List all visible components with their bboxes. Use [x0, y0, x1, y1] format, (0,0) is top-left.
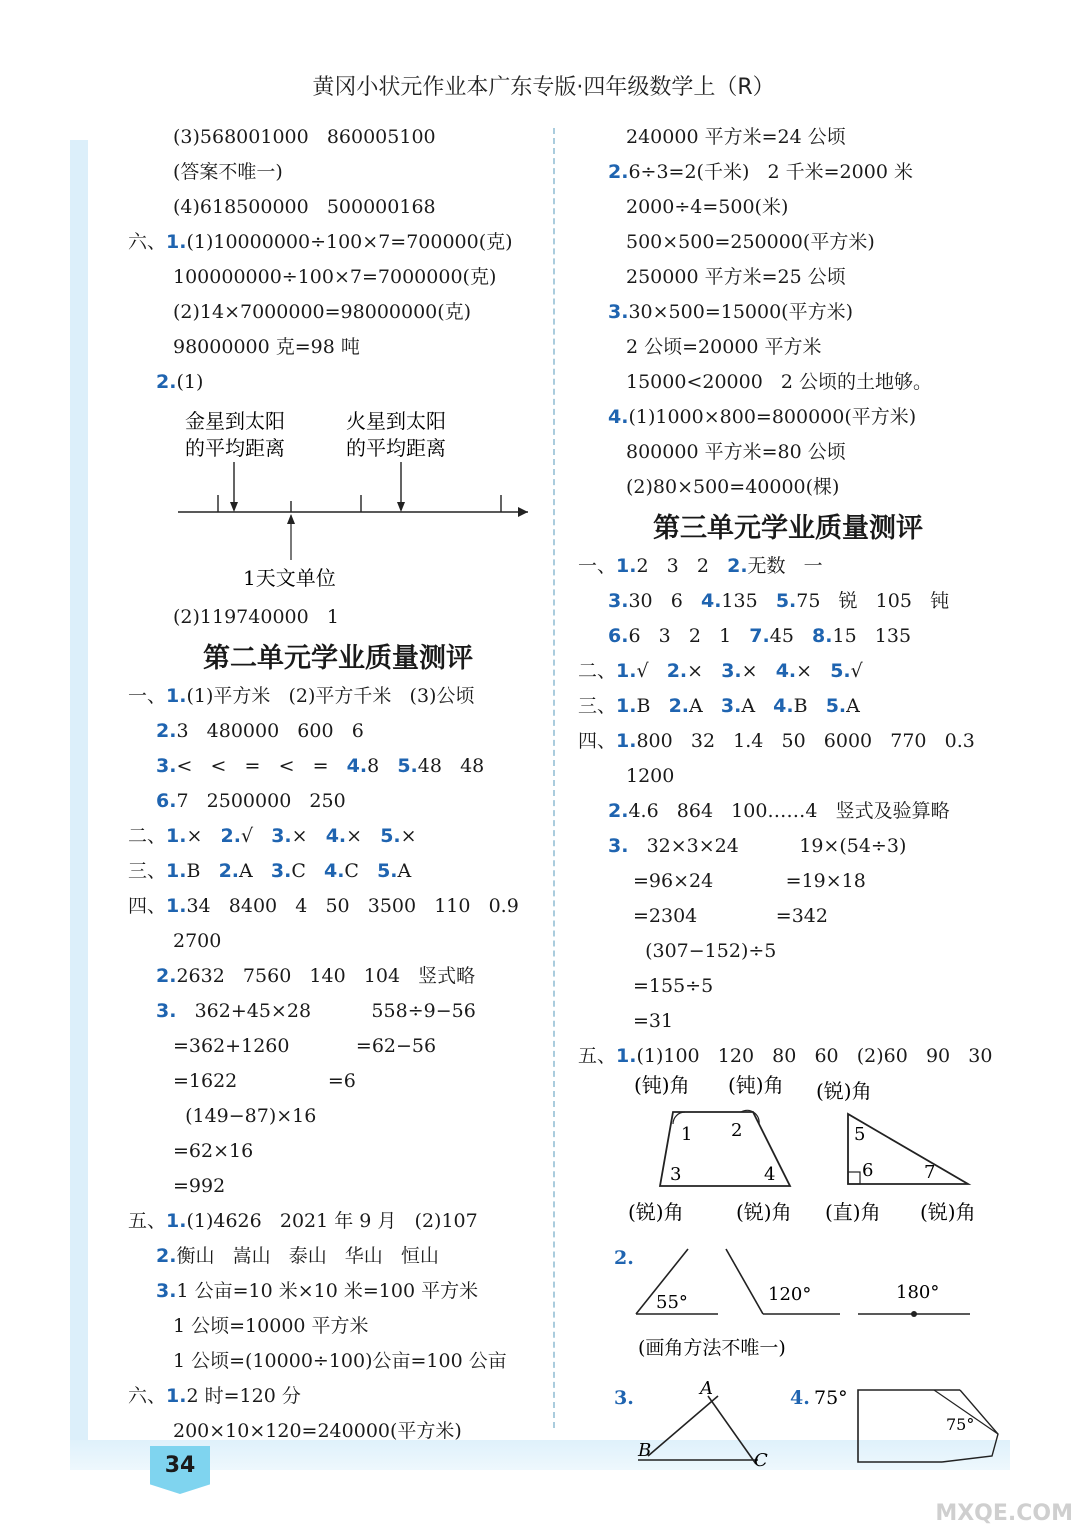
answer-text: √: [240, 825, 272, 847]
venus-label-line-2: 的平均距离: [185, 436, 285, 460]
number-line-svg: [128, 400, 528, 600]
answer-text: (1)10000000÷100×7=700000(克): [186, 231, 513, 253]
question-number: 2.: [727, 555, 748, 577]
answer-text: 4.6 864 100……4 竖式及验算略: [628, 800, 950, 822]
answer-text: 8: [367, 755, 398, 777]
question-number: 1.: [616, 730, 637, 752]
question-number: 3.: [156, 1280, 177, 1302]
answer-text: 2 时=120 分: [186, 1385, 301, 1407]
answer-line: [128, 854, 548, 889]
page-number: 34: [164, 1453, 196, 1478]
answer-text: 1 公顷=10000 平方米: [173, 1315, 369, 1337]
answer-line: [578, 759, 998, 794]
answer-text: 1 公亩=10 米×10 米=100 平方米: [176, 1280, 479, 1302]
angle-label-1: (钝)角: [634, 1074, 690, 1097]
answer-text: ×: [400, 825, 417, 847]
au-label: 1天文单位: [243, 566, 336, 590]
angle-label-5: (锐)角: [816, 1079, 872, 1103]
answer-line: [128, 155, 548, 190]
q4-answer: 75°: [814, 1387, 848, 1409]
question-number: 3.: [271, 825, 292, 847]
answer-text: =2304 =342: [633, 905, 828, 927]
answer-text: ×: [687, 660, 722, 682]
question-number: 4.: [608, 406, 629, 428]
answer-text: 30 6: [628, 590, 701, 612]
answer-line: [578, 225, 998, 260]
svg-text:4: 4: [764, 1164, 776, 1185]
answer-line: [128, 1064, 548, 1099]
angles-figure: [578, 1074, 998, 1474]
angle-55: 55°: [656, 1292, 688, 1313]
answer-line: [128, 889, 548, 924]
question-number: 4.: [323, 860, 345, 882]
decorative-side-band: [70, 140, 88, 1440]
question-group-prefix: 五、: [128, 1210, 167, 1232]
answer-text: A: [846, 695, 860, 717]
answer-line: [128, 924, 548, 959]
question-number: 1.: [616, 695, 637, 717]
answer-text: 6 3 2 1: [628, 625, 750, 647]
answer-text: 32×3×24 19×(54÷3): [628, 835, 907, 857]
answer-line: [578, 365, 998, 400]
answer-line: [128, 994, 548, 1029]
question-number: 1.: [616, 660, 637, 682]
svg-text:2.: 2.: [614, 1247, 634, 1269]
question-number: 2.: [220, 825, 241, 847]
answer-text: (4)618500000 500000168: [173, 196, 436, 218]
answer-text: A: [689, 695, 721, 717]
question-number: 6.: [156, 790, 177, 812]
question-number: 4.: [773, 695, 794, 717]
section-title: 第二单元学业质量测评: [203, 643, 473, 674]
answer-text: 无数 一: [747, 555, 823, 577]
answer-text: ×: [796, 660, 831, 682]
svg-text:B: B: [638, 1440, 652, 1461]
question-number: 2.: [156, 1245, 177, 1267]
answer-text: 240000 平方米=24 公顷: [626, 126, 846, 148]
q2-note: (画角方法不唯一): [638, 1337, 786, 1359]
answer-line: [128, 1029, 548, 1064]
answer-text: (149−87)×16: [173, 1105, 317, 1127]
answer-line: [128, 784, 548, 819]
question-number: 5.: [377, 860, 398, 882]
answer-line: [578, 470, 998, 505]
question-number: 2.: [156, 720, 177, 742]
answer-text: 6÷3=2(千米) 2 千米=2000 米: [628, 161, 913, 183]
answer-text: (307−152)÷5: [633, 940, 777, 962]
answer-line: [578, 295, 998, 330]
angles-svg: [578, 1074, 1008, 1474]
answer-line: [128, 1134, 548, 1169]
answer-text: 2700: [173, 930, 222, 952]
answer-line: [128, 1239, 548, 1274]
question-number: 3.: [156, 755, 177, 777]
answer-line: [578, 400, 998, 435]
question-group-prefix: 四、: [578, 730, 617, 752]
question-number: 7.: [749, 625, 770, 647]
answer-line: [578, 260, 998, 295]
answer-line: [578, 829, 998, 864]
angle-label-3: (锐)角: [628, 1200, 684, 1224]
answer-line: [128, 1414, 548, 1449]
mars-label-line-2: 的平均距离: [346, 436, 446, 460]
question-group-prefix: 一、: [578, 555, 617, 577]
question-number: 3.: [608, 590, 629, 612]
answer-text: (3)568001000 860005100: [173, 126, 436, 148]
question-number: 1.: [166, 1210, 187, 1232]
answer-line: [128, 600, 548, 635]
angle-180: 180°: [896, 1282, 940, 1303]
question-number: 2.: [156, 371, 177, 393]
answer-text: 34 8400 4 50 3500 110 0.9: [186, 895, 519, 917]
answer-line: [578, 794, 998, 829]
question-group-prefix: 一、: [128, 685, 167, 707]
answer-text: (2)119740000 1: [173, 606, 339, 628]
answer-text: =992: [173, 1175, 226, 1197]
question-group-prefix: 三、: [578, 695, 617, 717]
answer-line: [578, 330, 998, 365]
answer-text: 2 公顷=20000 平方米: [626, 336, 822, 358]
answer-text: A: [397, 860, 412, 882]
mars-label-line-1: 火星到太阳: [346, 409, 446, 433]
answer-line: [578, 969, 998, 1004]
right-answers: [578, 120, 998, 1074]
answer-line: [578, 155, 998, 190]
answer-text: 15000<20000 2 公顷的土地够。: [626, 371, 933, 393]
number-line-figure: [128, 400, 548, 600]
answer-line: [128, 1344, 548, 1379]
question-number: 3.: [270, 860, 292, 882]
question-number: 3.: [156, 1000, 177, 1022]
answer-text: 75 锐 105 钝: [796, 590, 950, 612]
question-group-prefix: 五、: [578, 1045, 617, 1067]
question-number: 3.: [720, 695, 742, 717]
answer-text: 135: [721, 590, 776, 612]
answer-line: [128, 260, 548, 295]
answer-text: √: [636, 660, 667, 682]
answer-line: [578, 435, 998, 470]
left-column: [128, 120, 548, 1449]
svg-text:C: C: [754, 1450, 768, 1471]
answer-line: [128, 1379, 548, 1414]
answer-text: (2)14×7000000=98000000(克): [173, 301, 472, 323]
answer-text: 800000 平方米=80 公顷: [626, 441, 846, 463]
question-number: 5.: [397, 755, 418, 777]
question-number: 3.: [721, 660, 742, 682]
answer-text: (1)4626 2021 年 9 月 (2)107: [186, 1210, 478, 1232]
question-number: 2.: [156, 965, 177, 987]
answer-text: ×: [741, 660, 776, 682]
answer-text: 15 135: [832, 625, 912, 647]
answer-text: (1)平方米 (2)平方千米 (3)公顷: [186, 685, 475, 707]
answer-line: [578, 934, 998, 969]
question-group-prefix: 六、: [128, 231, 167, 253]
q4-angle-label: 75°: [946, 1415, 975, 1434]
angle-120: 120°: [768, 1284, 812, 1305]
answer-line: [578, 899, 998, 934]
answer-line: [128, 1099, 548, 1134]
answer-text: 2000÷4=500(米): [626, 196, 789, 218]
svg-text:3.: 3.: [614, 1387, 634, 1409]
answer-line: [128, 225, 548, 260]
answer-text: C: [291, 860, 324, 882]
answer-text: ×: [291, 825, 326, 847]
svg-text:1: 1: [681, 1124, 693, 1145]
answer-line: [578, 1039, 998, 1074]
answer-text: 30×500=15000(平方米): [628, 301, 854, 323]
angle-label-2: (钝)角: [728, 1074, 784, 1097]
answer-line: [578, 864, 998, 899]
question-number: 4.: [700, 590, 722, 612]
watermark-text: MXQE.COM: [935, 1501, 1073, 1526]
question-number: 4.: [775, 660, 797, 682]
question-number: 1.: [166, 895, 187, 917]
question-group-prefix: 六、: [128, 1385, 167, 1407]
angle-label-4: (锐)角: [736, 1200, 792, 1224]
answer-text: =155÷5: [633, 975, 714, 997]
question-number: 1.: [166, 860, 187, 882]
answer-text: B: [636, 695, 669, 717]
question-number: 8.: [812, 625, 833, 647]
question-group-prefix: 二、: [128, 825, 167, 847]
question-number: 3.: [608, 835, 629, 857]
answer-text: 500×500=250000(平方米): [626, 231, 875, 253]
question-number: 2.: [608, 161, 629, 183]
answer-text: =362+1260 =62−56: [173, 1035, 437, 1057]
answer-text: (答案不唯一): [173, 161, 283, 183]
answer-text: 2 3 2: [636, 555, 728, 577]
answer-text: C: [344, 860, 378, 882]
answer-text: 45: [769, 625, 813, 647]
answer-line: [578, 190, 998, 225]
question-number: 2.: [666, 660, 688, 682]
answer-text: (2)80×500=40000(棵): [626, 476, 840, 498]
question-group-prefix: 二、: [578, 660, 617, 682]
question-number: 5.: [825, 695, 847, 717]
answer-text: √: [850, 660, 863, 682]
answer-text: 3 480000 600 6: [176, 720, 364, 742]
answer-text: A: [741, 695, 774, 717]
answer-line: [578, 724, 998, 759]
column-divider: [553, 128, 555, 1428]
svg-text:3: 3: [670, 1164, 682, 1185]
angle-label-6: (直)角: [825, 1200, 881, 1224]
answer-line: [578, 619, 998, 654]
answer-text: =62×16: [173, 1140, 254, 1162]
question-number: 1.: [166, 231, 187, 253]
page-header: 黄冈小状元作业本广东专版·四年级数学上（R）: [312, 75, 775, 100]
question-number: 6.: [608, 625, 629, 647]
answer-text: =96×24 =19×18: [633, 870, 866, 892]
answer-line: [128, 1169, 548, 1204]
answer-line: [578, 689, 998, 724]
answer-line: [128, 749, 548, 784]
answer-text: 800 32 1.4 50 6000 770 0.3: [636, 730, 975, 752]
question-number: 5.: [830, 660, 851, 682]
question-number: 5.: [775, 590, 797, 612]
left-answers-part-1: [128, 120, 548, 400]
answer-text: 2632 7560 140 104 竖式略: [176, 965, 476, 987]
answer-text: 衡山 嵩山 泰山 华山 恒山: [176, 1245, 439, 1267]
question-number: 1.: [166, 825, 187, 847]
answer-text: (1)100 120 80 60 (2)60 90 30: [636, 1045, 993, 1067]
svg-text:5: 5: [854, 1124, 866, 1145]
answer-line: [128, 120, 548, 155]
answer-text: 1200: [626, 765, 675, 787]
answer-line: [128, 819, 548, 854]
answer-text: 1 公顷=(10000÷100)公亩=100 公亩: [173, 1350, 507, 1372]
right-column: [578, 120, 998, 1474]
answer-text: A: [239, 860, 271, 882]
answer-line: [578, 1004, 998, 1039]
svg-text:6: 6: [862, 1160, 874, 1181]
answer-text: ×: [346, 825, 381, 847]
answer-text: 250000 平方米=25 公顷: [626, 266, 846, 288]
answer-line: [128, 365, 548, 400]
left-answers-part-2: [128, 600, 548, 1449]
number-line-arrowhead: [518, 507, 528, 517]
answer-text: 98000000 克=98 吨: [173, 336, 360, 358]
answer-line: [128, 714, 548, 749]
svg-text:7: 7: [924, 1162, 936, 1183]
answer-line: [128, 1274, 548, 1309]
watermark-logo: [919, 1448, 1079, 1528]
question-group-prefix: 四、: [128, 895, 167, 917]
answer-line: [128, 1309, 548, 1344]
answer-text: B: [793, 695, 826, 717]
answer-line: [128, 190, 548, 225]
section-title: 第三单元学业质量测评: [653, 513, 923, 544]
question-number: 4.: [346, 755, 368, 777]
answer-text: 200×10×120=240000(平方米): [173, 1420, 462, 1442]
answer-text: 7 2500000 250: [176, 790, 346, 812]
answer-line: [128, 1204, 548, 1239]
answer-text: 48 48: [417, 755, 485, 777]
answer-text: =1622 =6: [173, 1070, 356, 1092]
answer-text: (1)1000×800=800000(平方米): [628, 406, 917, 428]
answer-line: [578, 654, 998, 689]
venus-label-line-1: 金星到太阳: [185, 409, 285, 433]
answer-line: [578, 120, 998, 155]
answer-text: 362+45×28 558÷9−56: [176, 1000, 476, 1022]
question-number: 1.: [616, 555, 637, 577]
answer-line: [578, 584, 998, 619]
question-number: 3.: [608, 301, 629, 323]
question-number: 2.: [668, 695, 690, 717]
question-number: 5.: [380, 825, 401, 847]
answer-text: =31: [633, 1010, 674, 1032]
question-group-prefix: 三、: [128, 860, 167, 882]
svg-text:4.: 4.: [790, 1387, 810, 1409]
answer-line: [578, 549, 998, 584]
question-number: 1.: [166, 685, 187, 707]
answer-text: < < = < =: [176, 755, 347, 777]
svg-text:A: A: [700, 1378, 713, 1399]
angle-label-7: (锐)角: [920, 1200, 976, 1224]
answer-text: ×: [186, 825, 221, 847]
question-number: 4.: [325, 825, 347, 847]
question-number: 1.: [616, 1045, 637, 1067]
answer-line: [128, 679, 548, 714]
answer-text: B: [186, 860, 219, 882]
answer-line: [128, 959, 548, 994]
answer-line: [128, 330, 548, 365]
answer-text: (1): [176, 371, 204, 393]
question-number: 1.: [166, 1385, 187, 1407]
question-number: 2.: [608, 800, 629, 822]
question-number: 2.: [218, 860, 240, 882]
answer-line: [128, 295, 548, 330]
svg-text:2: 2: [731, 1120, 743, 1141]
answer-text: 100000000÷100×7=7000000(克): [173, 266, 497, 288]
